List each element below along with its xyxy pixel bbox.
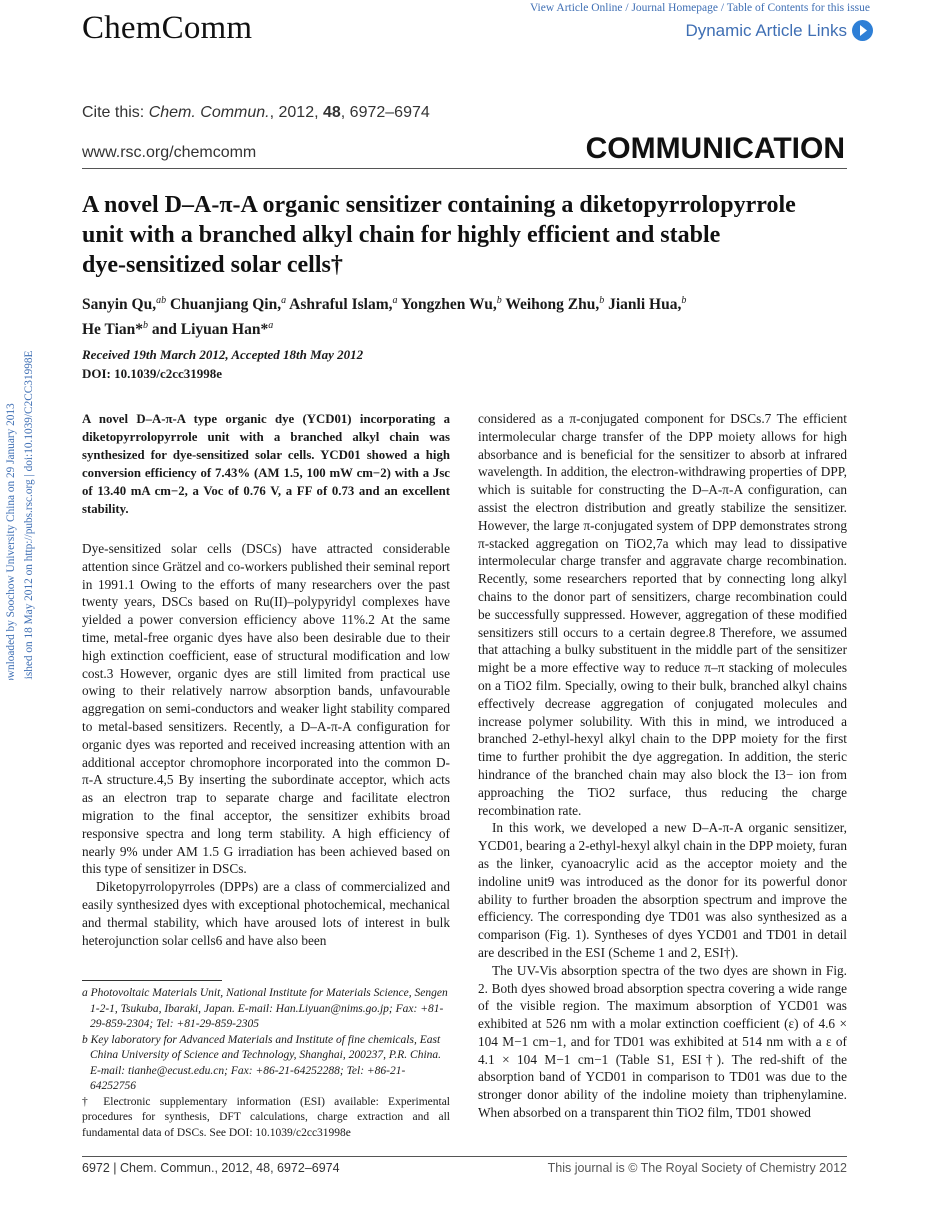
header-rule	[82, 168, 847, 169]
cite-journal: Chem. Commun.	[148, 104, 270, 121]
right-column-body	[478, 410, 847, 1122]
author: and Liyuan Han*	[151, 321, 269, 339]
title-line: dye-sensitized solar cells†	[82, 252, 343, 278]
top-links	[530, 2, 870, 14]
footnote-affiliation-a: a Photovoltaic Materials Unit, National Institute for Materials Science, Sengen 1-2-1, Tsukuba, Ibaraki, Japan. E-mail: Han.Liyuan@nims.go.jp; Fax: +81-29-859-2304; Tel: +81-29-859-2305	[82, 987, 448, 1030]
footnotes	[82, 986, 450, 1141]
title-line: unit with a branched alkyl chain for highly efficient and stable	[82, 222, 721, 248]
cite-volume: 48	[322, 104, 341, 121]
footnote-esi: † Electronic supplementary information (ESI) available: Experimental procedures for synthesis, DFT calculations, charge extraction and all fundamental data of DSCs. See DOI: 10.1039/c2cc31998e	[82, 1095, 450, 1139]
download-sidebar	[0, 0, 50, 680]
author-list	[82, 290, 842, 340]
paragraph: In this work, we developed a new D–A-π-A organic sensitizer, YCD01, bearing a 2-ethyl-hexyl alkyl chain in the DPP moiety, furan as the linker, cyanoacrylic acid as the acceptor moiety and the indoline unit9 was introduced as the donor for its powerful donor ability to further broaden the absorption spectrum and improve the efficiency. The corresponding dye TD01 was also synthesized as a comparison (Fig. 1). Syntheses of dyes YCD01 and TD01 in detail are described in the ESI (Scheme 1 and 2, ESI†).	[478, 820, 847, 960]
paragraph: Dye-sensitized solar cells (DSCs) have attracted considerable attention since Grätzel and co-workers published their seminal report in 1991.1 Owing to the efforts of many researchers over the past twenty years, DSCs based on Ru(II)–polypyridyl complexes have yielded a power conversion efficiency above 11%.2 At the same time, metal-free organic dyes have also been desirable due to their high extinction coefficient, ease of structural modification and low cost.3 However, organic dyes are still limited from practical use owing to their relatively narrow absorption bands, unfavourable aggregation on semi-conductors and weaker light stability compared to metal-based sensitizers. Recently, a D–A-π-A configuration for organic dyes was reported and received increasing attention with an additional acceptor chromophore incorporated into the common D-π-A structure.4,5 By inserting the subordinate acceptor, which acts as an electron trap to separate charge and facilitate electron migration to the final acceptor, the sensitizer exhibits broad responsive spectra and long term stability. A high efficiency of nearly 9% under AM 1.5 G irradiation has been achieved based on this type of sensitizer in DSCs.	[82, 541, 450, 877]
author-affiliation: b	[681, 295, 687, 306]
author-affiliation: ab	[156, 295, 167, 306]
table-of-contents-link[interactable]: Table of Contents for this issue	[726, 2, 870, 14]
separator: /	[625, 2, 629, 14]
author: He Tian*	[82, 321, 144, 339]
play-arrow-icon[interactable]	[852, 20, 873, 41]
paragraph: The UV-Vis absorption spectra of the two dyes are shown in Fig. 2. Both dyes showed broad absorption spectra covering a wide range of the visible region. The maximum absorption of YCD01 was exhibited at 526 nm with a molar extinction coefficient (ε) of 4.6 × 104 M−1 cm−1, and for TD01 was exhibited at 514 nm with a ε of 4.1 × 104 M−1 cm−1 (Table S1, ESI†). The red-shift of the absorption band of YCD01 in comparison to TD01 was due to the stronger donor ability of the indoline moiety than triphenylamine. When absorbed on a transparent thin TiO2 film, TD01 showed	[478, 962, 847, 1121]
author-affiliation: a	[392, 295, 398, 306]
citation	[82, 104, 430, 122]
sidebar-downloaded: Downloaded by Soochow University China on 29 January 2013	[5, 403, 17, 680]
footer-rule	[82, 1156, 847, 1157]
author: Chuanjiang Qin,	[169, 296, 282, 314]
footnote-rule	[82, 980, 222, 981]
author-affiliation: b	[496, 295, 502, 306]
author: Ashraful Islam,	[289, 296, 393, 314]
sidebar-svg	[0, 0, 50, 680]
author: Jianli Hua,	[608, 296, 682, 314]
author-affiliation: a	[281, 295, 287, 306]
dynamic-article-links[interactable]	[685, 20, 873, 41]
view-article-online-link[interactable]: View Article Online	[529, 2, 623, 14]
cite-prefix: Cite this:	[82, 104, 149, 121]
separator: /	[720, 2, 725, 14]
author: Sanyin Qu,	[82, 296, 157, 314]
author-affiliation: b	[143, 320, 149, 332]
author-affiliation: b	[599, 295, 605, 306]
cite-pages: , 6972–6974	[340, 104, 430, 121]
footer-copyright: This journal is © The Royal Society of Chemistry 2012	[547, 1161, 847, 1175]
title-line: A novel D–A-π-A organic sensitizer containing a diketopyrrolopyrrole	[82, 192, 796, 218]
article-title	[82, 190, 842, 280]
paragraph: considered as a π-conjugated component for DSCs.7 The efficient intermolecular charge transfer of the DPP moiety allows for high absorbance and is beneficial for the sensitizer to absorb at infrared wavelength. In addition, the electron-withdrawing properties of DPP, which is suitable for constructing the D–A-π-A configuration, can assist the electron distribution and greatly stabilize the sensitizer. However, the large π-conjugated system of DPP demonstrates strong π-stacked aggregation on TiO2,7a which may lead to dissipative intermolecular charge transfer and aggravate charge recombination. Recently, some researchers reported that by connecting long alkyl chains to the donor part of sensitizers, charge recombination could be successfully suppressed. However, aggregation of these modified sensitizers still occurs to a certain degree.8 Therefore, we assumed that attaching a bulky substituent in the middle part of the sensitizer might be a more effective way to reduce π–π stacking of molecules on a TiO2 film. Specially, owing to their bulk, branched alkyl chains effectively decrease aggregation of conjugated molecules and increase polymer solubility. With this in mind, we introduced a branched 2-ethyl-hexyl alkyl chain to the DPP moiety for the first time to further prohibit the dye aggregation. In addition, the steric hindrance of the branched chain may also block the I3− ion from approaching the TiO2 surface, thus reducing the charge recombination rate.	[478, 411, 847, 818]
left-column-body	[82, 540, 450, 949]
journal-homepage-link[interactable]: Journal Homepage	[631, 2, 718, 14]
abstract: A novel D–A-π-A type organic dye (YCD01) incorporating a diketopyrrolopyrrole unit with a branched alkyl chain was synthesized for dye-sensitized solar cells. YCD01 showed a high conversion efficiency of 7.43% (AM 1.5, 100 mW cm−2) with a Jsc of 13.40 mA cm−2, a Voc of 0.76 V, a FF of 0.73 and an excellent stability.	[82, 412, 450, 516]
author: Yongzhen Wu,	[400, 296, 497, 314]
footnote-affiliation-b: b Key laboratory for Advanced Materials and Institute of fine chemicals, East China University of Science and Technology, Shanghai, 200237, P.R. China. E-mail: tianhe@ecust.edu.cn; Fax: +86-21-64252288; Tel: +86-21-64252756	[82, 1033, 442, 1092]
received-dates: Received 19th March 2012, Accepted 18th May 2012	[82, 347, 364, 362]
dynamic-article-links-label[interactable]: Dynamic Article Links	[685, 20, 847, 40]
paragraph: Diketopyrrolopyrroles (DPPs) are a class of commercialized and easily synthesized dyes with exceptional photochemical, mechanical and thermal stability, which have aroused lots of interest in bulk heterojunction solar cells6 and have also been	[82, 879, 450, 948]
journal-url[interactable]: www.rsc.org/chemcomm	[82, 144, 257, 161]
author: Weihong Zhu,	[505, 296, 600, 314]
author-affiliation: a	[268, 320, 274, 332]
journal-name: ChemComm	[82, 10, 253, 46]
article-doi[interactable]: DOI: 10.1039/c2cc31998e	[82, 366, 223, 381]
sidebar-published: Published on 18 May 2012 on http://pubs.rsc.org | doi:10.1039/C2CC31998E	[23, 350, 35, 680]
cite-year: , 2012,	[269, 104, 323, 121]
footer-citation: 6972 | Chem. Commun., 2012, 48, 6972–6974	[82, 1161, 340, 1175]
article-type: COMMUNICATION	[585, 132, 845, 165]
